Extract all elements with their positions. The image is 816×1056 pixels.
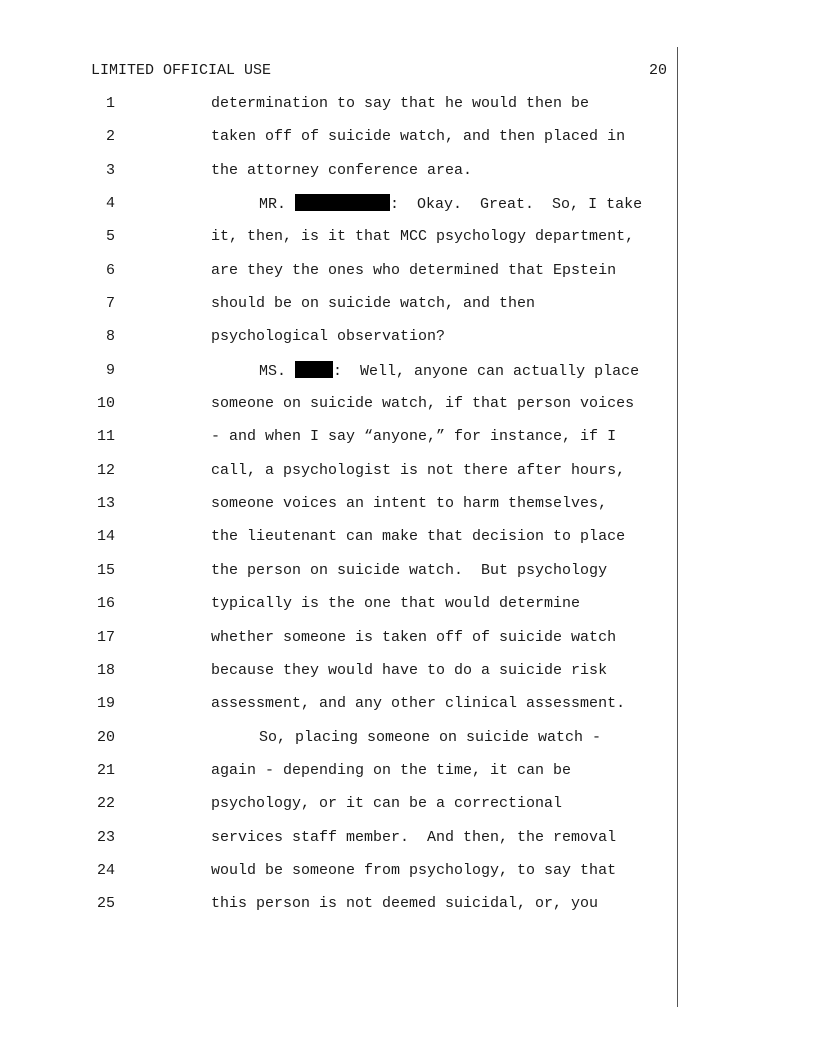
line-text: this person is not deemed suicidal, or, you [211, 895, 599, 913]
transcript-line [0, 194, 816, 227]
line-text: So, placing someone on suicide watch - [259, 728, 602, 746]
transcript-body [0, 94, 816, 928]
speaker-line [259, 361, 639, 382]
transcript-line [0, 761, 816, 794]
transcript-line [0, 828, 816, 861]
line-text: are they the ones who determined that Epstein [211, 261, 617, 279]
line-text: call, a psychologist is not there after hours, [211, 461, 626, 479]
line-number: 6 [105, 261, 115, 279]
transcript-line [0, 527, 816, 560]
transcript-line [0, 127, 816, 160]
line-number: 25 [96, 895, 115, 913]
line-text: someone voices an intent to harm themselves, [211, 495, 608, 513]
speaker-text: : Well, anyone can actually place [333, 362, 640, 380]
line-number: 14 [96, 528, 115, 546]
transcript-line [0, 361, 816, 394]
page-number: 20 [648, 62, 667, 79]
transcript-line [0, 427, 816, 460]
line-number: 16 [96, 595, 115, 613]
line-text: the lieutenant can make that decision to place [211, 528, 626, 546]
line-text: someone on suicide watch, if that person voices [211, 395, 635, 413]
speaker-title: MR. [259, 196, 287, 214]
transcript-line [0, 861, 816, 894]
line-number: 11 [96, 428, 115, 446]
transcript-line [0, 227, 816, 260]
line-number: 2 [105, 128, 115, 146]
speaker-line [259, 194, 642, 215]
redaction-box [295, 194, 390, 211]
line-number: 9 [105, 361, 115, 379]
speaker-title: MS. [259, 362, 287, 380]
line-number: 13 [96, 495, 115, 513]
line-text: the attorney conference area. [211, 161, 473, 179]
line-number: 21 [96, 761, 115, 779]
line-number: 18 [96, 661, 115, 679]
transcript-line [0, 261, 816, 294]
line-number: 20 [96, 728, 115, 746]
transcript-line [0, 894, 816, 927]
transcript-line [0, 661, 816, 694]
line-number: 17 [96, 628, 115, 646]
transcript-line [0, 728, 816, 761]
transcript-line [0, 327, 816, 360]
transcript-line [0, 594, 816, 627]
line-number: 15 [96, 561, 115, 579]
transcript-line [0, 461, 816, 494]
line-text: typically is the one that would determine [211, 595, 581, 613]
line-text: the person on suicide watch. But psychology [211, 561, 608, 579]
line-number: 8 [105, 328, 115, 346]
speaker-text: : Okay. Great. So, I take [390, 196, 643, 214]
line-text: would be someone from psychology, to say that [211, 861, 617, 879]
line-text: psychology, or it can be a correctional [211, 795, 563, 813]
line-text: because they would have to do a suicide risk [211, 661, 608, 679]
transcript-line [0, 94, 816, 127]
line-text: should be on suicide watch, and then [211, 295, 536, 313]
line-text: again - depending on the time, it can be [211, 761, 572, 779]
transcript-line [0, 561, 816, 594]
line-text: it, then, is it that MCC psychology department, [211, 228, 635, 246]
line-number: 19 [96, 695, 115, 713]
transcript-line [0, 628, 816, 661]
line-number: 12 [96, 461, 115, 479]
line-number: 22 [96, 795, 115, 813]
line-number: 24 [96, 861, 115, 879]
classification-header: LIMITED OFFICIAL USE [91, 62, 272, 79]
line-number: 23 [96, 828, 115, 846]
line-number: 7 [105, 295, 115, 313]
line-number: 5 [105, 228, 115, 246]
line-text: psychological observation? [211, 328, 446, 346]
redaction-box [295, 361, 333, 378]
transcript-line [0, 494, 816, 527]
line-text: assessment, and any other clinical assessment. [211, 695, 626, 713]
transcript-line [0, 794, 816, 827]
transcript-line [0, 294, 816, 327]
line-number: 10 [96, 395, 115, 413]
line-text: determination to say that he would then be [211, 95, 590, 112]
line-number: 3 [105, 161, 115, 179]
line-text: - and when I say “anyone,” for instance, if I [211, 428, 617, 446]
line-text: services staff member. And then, the removal [211, 828, 617, 846]
line-text: whether someone is taken off of suicide watch [211, 628, 617, 646]
transcript-line [0, 394, 816, 427]
line-number: 4 [105, 195, 115, 213]
line-number: 1 [105, 95, 115, 112]
line-text: taken off of suicide watch, and then placed in [211, 128, 626, 146]
transcript-line [0, 161, 816, 194]
transcript-line [0, 694, 816, 727]
